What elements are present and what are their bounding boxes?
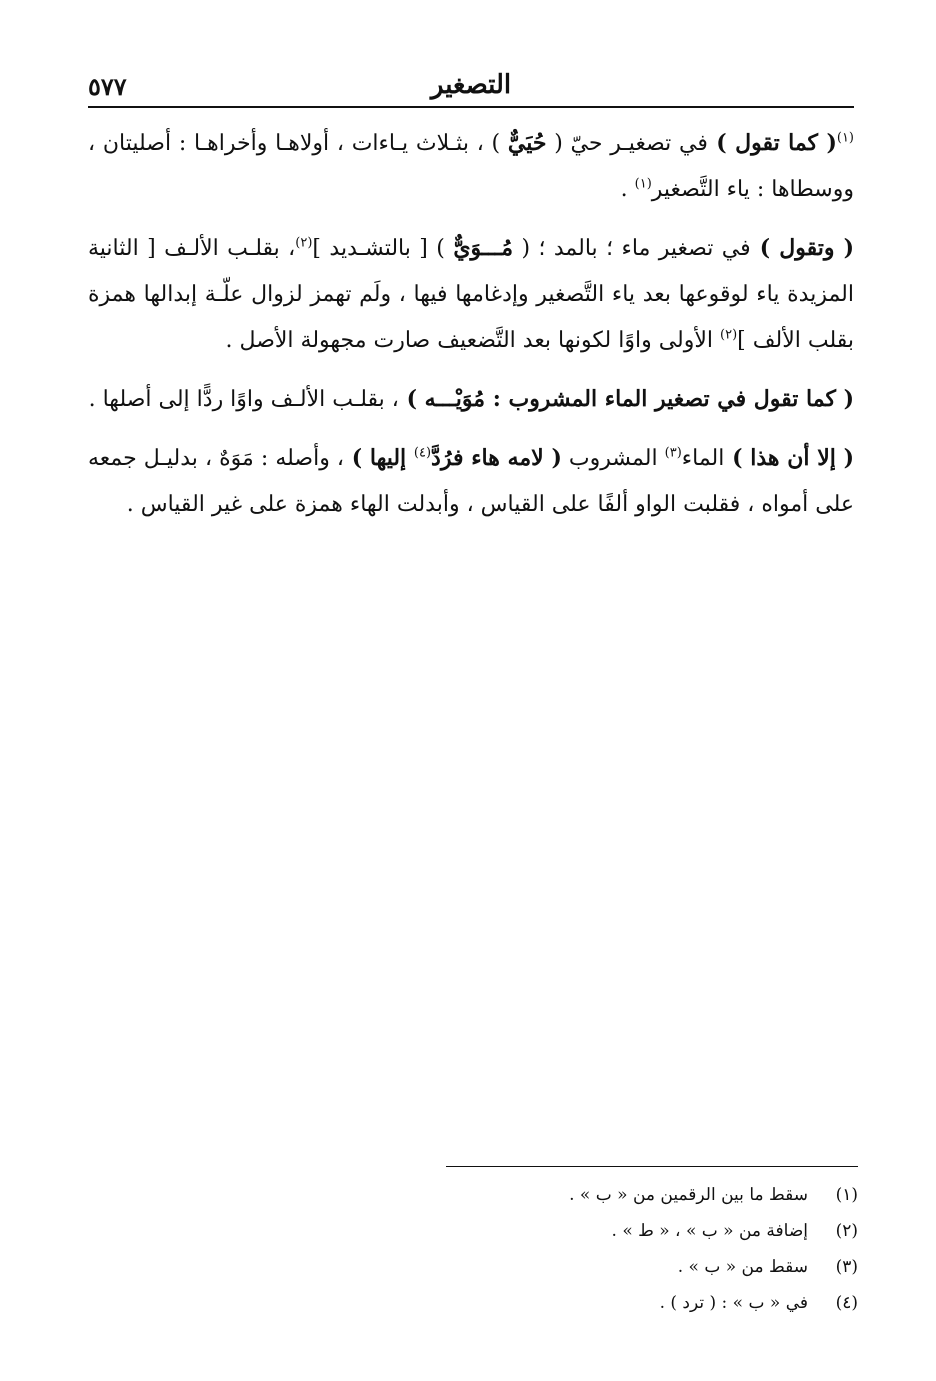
commentary-text: ، وأصله : مَوَهٌ ، بدليـل جمعه على أمواه ، فقلبت الواو ألفًا على القياس ، وأبدلت الهاء همزة على غير القياس .	[88, 446, 854, 517]
commentary-text: الأولى واوًا لكونها بعد التَّضعيف صارت مجهولة الأصل .	[225, 328, 721, 353]
footnote-marker: (٣)	[664, 445, 682, 461]
footnote-item	[430, 1252, 858, 1288]
footnote-item	[430, 1216, 858, 1252]
footnote-number: (٤)	[835, 1293, 858, 1313]
header-rule	[88, 106, 854, 108]
footnote-text: في « ب » : ( ترد ) .	[659, 1293, 808, 1313]
footnote-text: إضافة من « ب » ، « ط » .	[611, 1221, 808, 1241]
chapter-title: التصغير	[430, 70, 512, 100]
quoted-matn: ( إلا أن هذا )	[724, 445, 855, 471]
footnote-number: (٢)	[835, 1221, 858, 1241]
commentary-text: في تصغيـر حيّ (	[546, 131, 708, 156]
running-header	[88, 68, 854, 108]
commentary-text: الماء	[681, 446, 725, 471]
paragraph-1	[88, 120, 854, 213]
quoted-matn: ( لامه هاء فرُدَّ	[431, 445, 562, 471]
commentary-text: في تصغير ماء ؛ بالمد ؛ (	[513, 236, 751, 261]
footnote-number: (٣)	[835, 1257, 858, 1277]
footnote-number: (١)	[835, 1185, 858, 1205]
quoted-matn: ( كما تقول في تصغير الماء المشروب : مُوَيْـــه )	[398, 386, 854, 412]
footnote-marker: (٢)	[295, 235, 313, 251]
footnote-text: سقط ما بين الرقمين من « ب » .	[569, 1185, 808, 1205]
commentary-text: المشروب	[561, 446, 665, 471]
commentary-text: ) ، بثـلاث يـاءات ، أولاهـا وأخراهـا : أصليتان ، ووسطاها : ياء التَّصغير	[88, 131, 854, 202]
footnote-text: سقط من « ب » .	[677, 1257, 808, 1277]
quoted-matn: ( كما تقول )	[707, 130, 837, 156]
commentary-text: .	[620, 177, 635, 202]
quoted-matn: إليها )	[344, 445, 414, 471]
page-number: ٥٧٧	[88, 72, 127, 101]
footnote-marker: (١)	[836, 130, 854, 146]
example-word: مُـــوَيٌّ	[453, 235, 514, 261]
paragraph-4	[88, 435, 854, 528]
commentary-text: ، بقلـب الألـف [ الثانية المزيدة ياء لوقوعها بعد ياء التَّصغير وإدغامها فيها ، ولَم تهمز لزوال علّـة إبدالها همزة بقلب الألف ]	[88, 236, 854, 353]
footnote-marker: (٤)	[413, 445, 432, 461]
paragraph-2	[88, 225, 854, 364]
main-text	[88, 120, 854, 528]
footnote-item	[430, 1180, 858, 1216]
footnote-item	[430, 1288, 858, 1324]
footnote-rule	[446, 1166, 858, 1167]
footnote-marker: (٢)	[720, 327, 738, 343]
paragraph-3	[88, 376, 854, 423]
footnotes	[430, 1180, 858, 1324]
commentary-text: ، بقلـب الألـف واوًا ردًّا إلى أصلها .	[88, 387, 399, 412]
footnote-marker: (١)	[634, 176, 652, 192]
quoted-matn: ( وتقول )	[750, 235, 854, 261]
example-word: حُيَيٌّ	[507, 130, 547, 156]
commentary-text: ) [ بالتشـديد ]	[312, 236, 454, 261]
